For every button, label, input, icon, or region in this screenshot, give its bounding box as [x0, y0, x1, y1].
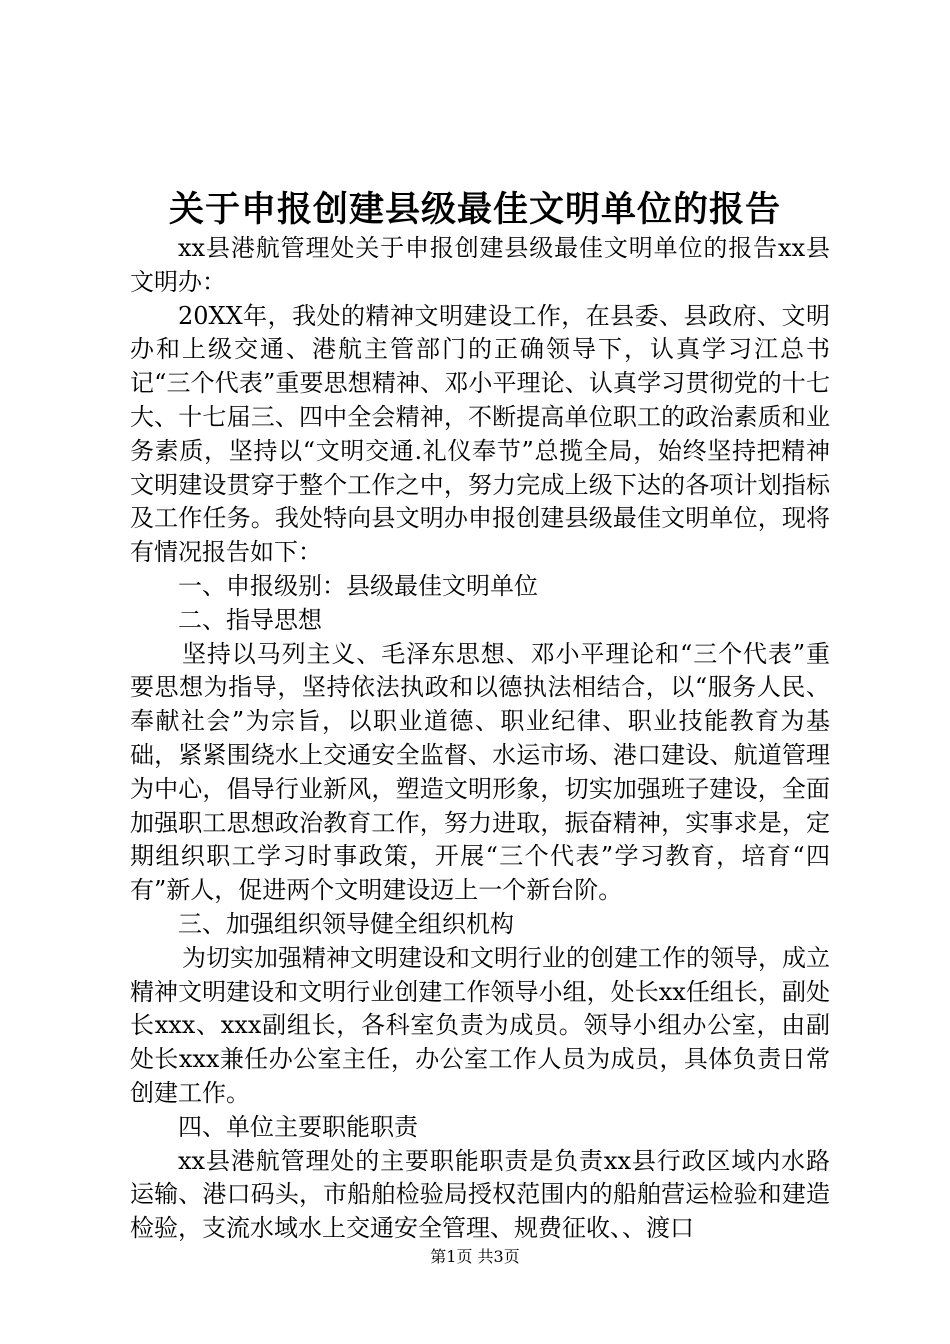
section-heading-organization: 三、加强组织领导健全组织机构 — [178, 909, 514, 938]
page-number-footer: 第1页 共3页 — [430, 1247, 520, 1266]
section-heading-guiding-ideology: 二、指导思想 — [178, 605, 322, 634]
paragraph-guiding-ideology: 坚持以马列主义、毛泽东思想、邓小平理论和“三个代表”重要思想为指导，坚持依法执政和以德执法相结合，以“服务人民、奉献社会”为宗旨，以职业道德、职业纪律、职业技能教育为基础，紧紧围绕水上交通安全监督、水运市场、港口建设、航道管理为中心，倡导行业新风，塑造文明形象，切实加强班子建设，全面加强职工思想政治教育工作，努力进取，振奋精神，实事求是，定期组织职工学习时事政策，开展“三个代表”学习教育，培育“四有”新人，促进两个文明建设迈上一个新台阶。 — [130, 639, 830, 905]
paragraph-summary: 20XX年，我处的精神文明建设工作，在县委、县政府、文明办和上级交通、港航主管部门的正确领导下，认真学习江总书记“三个代表”重要思想精神、邓小平理论、认真学习贯彻党的十七大、十七届三、四中全会精神，不断提高单位职工的政治素质和业务素质，坚持以“文明交通.礼仪奉节”总揽全局，始终坚持把精神文明建设贯穿于整个工作之中，努力完成上级下达的各项计划指标及工作任务。我处特向县文明办申报创建县级最佳文明单位，现将有情况报告如下： — [130, 301, 830, 567]
section-heading-duties: 四、单位主要职能职责 — [178, 1112, 418, 1141]
paragraph-organization: 为切实加强精神文明建设和文明行业的创建工作的领导，成立精神文明建设和文明行业创建工作领导小组，处长xx任组长，副处长xxx、xxx副组长，各科室负责为成员。领导小组办公室，由副处长xxx兼任办公室主任，办公室工作人员为成员，具体负责日常创建工作。 — [130, 943, 830, 1107]
document-title: 关于申报创建县级最佳文明单位的报告 — [168, 189, 781, 230]
section-heading-application-level: 一、申报级别：县级最佳文明单位 — [178, 571, 538, 600]
paragraph-duties: xx县港航管理处的主要职能职责是负责xx县行政区域内水路运输、港口码头，市船舶检验局授权范围内的船舶营运检验和建造检验，支流水域水上交通安全管理、规费征收、、渡口 — [130, 1146, 830, 1243]
document-body — [130, 232, 830, 1246]
paragraph-opening: xx县港航管理处关于申报创建县级最佳文明单位的报告xx县文明办： — [130, 234, 830, 296]
